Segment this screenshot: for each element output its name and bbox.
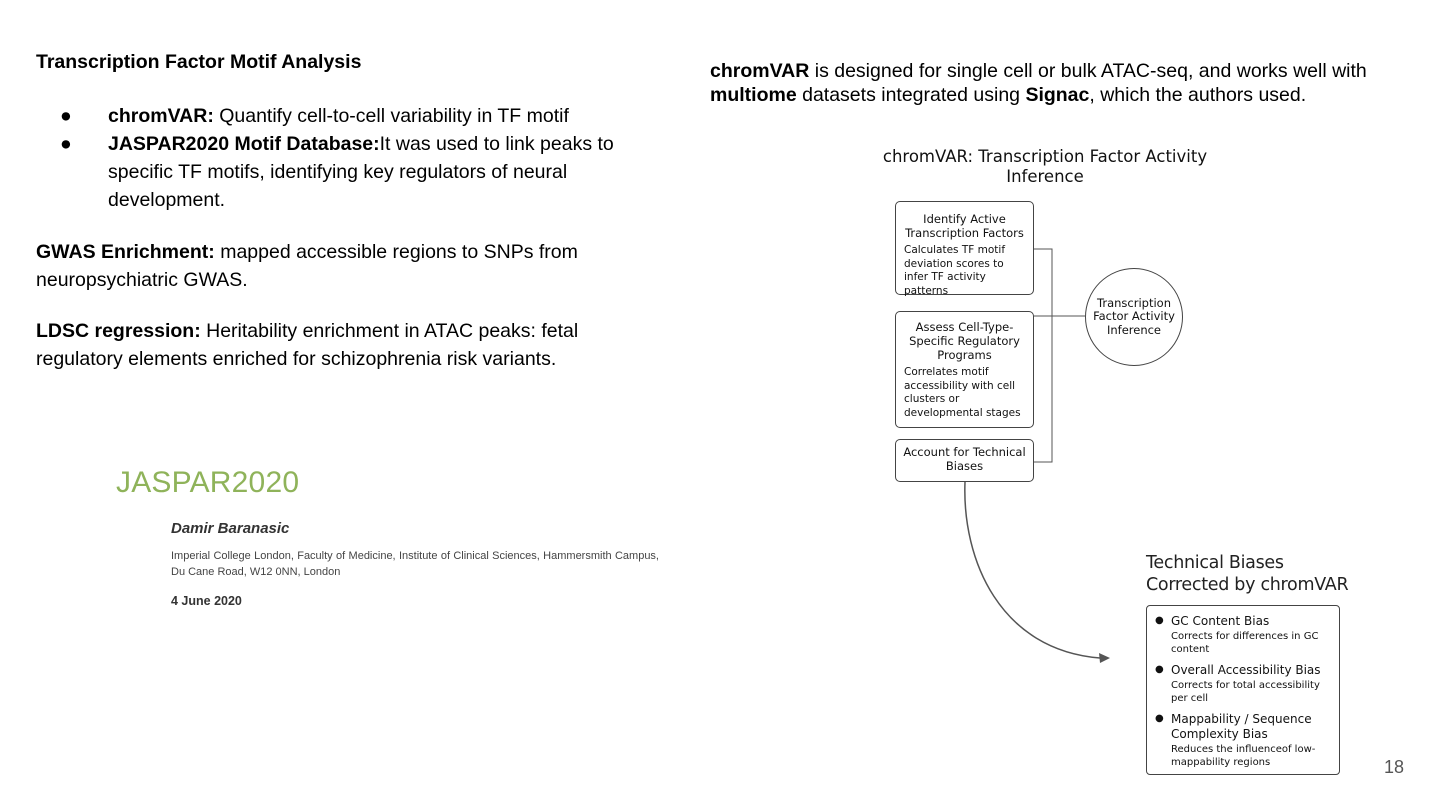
paper-affiliation: Imperial College London, Faculty of Medicine, Institute of Clinical Sciences, Hammersmith Campus, Du Cane Road, W12 0NN, London bbox=[171, 550, 659, 578]
intro-bold-chromvar: chromVAR bbox=[710, 60, 810, 82]
activity-inference-circle: Transcription Factor Activity Inference bbox=[1085, 268, 1183, 366]
gwas-term: GWAS Enrichment: bbox=[36, 241, 215, 263]
bullet-description: Quantify cell-to-cell variability in TF motif bbox=[213, 105, 569, 127]
bias-name: Mappability / Sequence Complexity Bias bbox=[1171, 712, 1312, 741]
bullet-dot: ● bbox=[1155, 713, 1164, 724]
intro-bold-signac: Signac bbox=[1025, 84, 1090, 106]
bullet-dot: ● bbox=[1155, 664, 1164, 675]
box-heading: Account for Technical Biases bbox=[903, 445, 1026, 473]
bullet-dot: ● bbox=[1155, 615, 1164, 626]
ldsc-term: LDSC regression: bbox=[36, 320, 201, 342]
paper-date: 4 June 2020 bbox=[171, 594, 242, 608]
intro-bold-multiome: multiome bbox=[710, 84, 797, 106]
box-heading: Assess Cell-Type-Specific Regulatory Programs bbox=[909, 320, 1020, 362]
bullet-term: JASPAR2020 Motif Database: bbox=[108, 133, 380, 155]
bias-description: Corrects for total accessibility per cell bbox=[1171, 680, 1320, 704]
ldsc-text: Heritability enrichment in ATAC peaks: fetal regulatory elements enriched for schizophrenia risk variants. bbox=[36, 320, 579, 370]
intro-text-1: is designed for single cell or bulk ATAC-seq, and works well with bbox=[809, 60, 1367, 82]
bias-item bbox=[1155, 663, 1331, 705]
bullet-description: It was used to link peaks to specific TF motifs, identifying key regulators of neural development. bbox=[108, 133, 614, 211]
box-technical-biases bbox=[895, 439, 1034, 482]
bias-item bbox=[1155, 712, 1331, 769]
bias-item bbox=[1155, 614, 1331, 656]
bias-description: Reduces the influenceof low-mappability regions bbox=[1171, 744, 1316, 768]
biases-box bbox=[1146, 605, 1340, 775]
box-description: Correlates motif accessibility with cell clusters or developmental stages bbox=[904, 366, 1021, 419]
gwas-text: mapped accessible regions to SNPs from neuropsychiatric GWAS. bbox=[36, 241, 578, 291]
bias-description: Corrects for differences in GC content bbox=[1171, 631, 1319, 655]
box-identify-tf bbox=[895, 201, 1034, 295]
bracket-line bbox=[1034, 249, 1052, 462]
jaspar-logo: JASPAR2020 bbox=[116, 466, 300, 499]
bullet-dot: ● bbox=[60, 105, 72, 127]
biases-title: Technical Biases Corrected by chromVAR bbox=[1146, 553, 1349, 595]
bias-arrow-curve bbox=[965, 482, 1100, 658]
bullet-term: chromVAR: bbox=[108, 105, 214, 127]
bias-name: GC Content Bias bbox=[1171, 614, 1270, 628]
bias-name: Overall Accessibility Bias bbox=[1171, 663, 1321, 677]
section-title: Transcription Factor Motif Analysis bbox=[36, 51, 362, 73]
diagram-title: chromVAR: Transcription Factor Activity Inference bbox=[882, 147, 1208, 186]
paper-author: Damir Baranasic bbox=[171, 520, 290, 537]
bullet-dot: ● bbox=[60, 133, 72, 155]
intro-text-3: , which the authors used. bbox=[1089, 84, 1307, 106]
intro-text-2: datasets integrated using bbox=[796, 84, 1026, 106]
page-number: 18 bbox=[1384, 757, 1405, 777]
arrow-head-icon bbox=[1099, 653, 1110, 663]
box-assess-programs bbox=[895, 311, 1034, 428]
box-description: Calculates TF motif deviation scores to infer TF activity patterns bbox=[904, 244, 1006, 297]
box-heading: Identify Active Transcription Factors bbox=[905, 212, 1024, 240]
